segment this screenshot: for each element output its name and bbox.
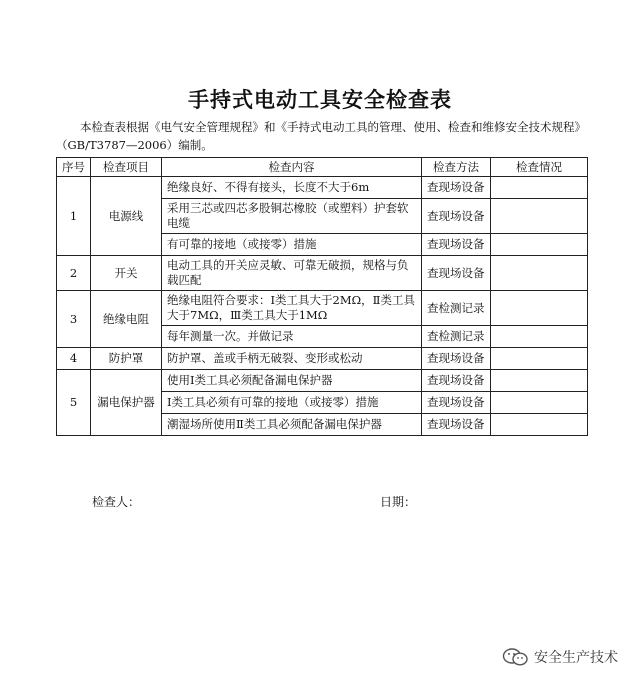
cell-content: 电动工具的开关应灵敏、可靠无破损，规格与负载匹配: [162, 256, 422, 291]
cell-result[interactable]: [491, 199, 588, 234]
cell-result[interactable]: [491, 234, 588, 256]
cell-method: 查现场设备: [422, 177, 491, 199]
table-body: [57, 177, 588, 436]
table-row: [57, 291, 588, 326]
cell-method: 查现场设备: [422, 256, 491, 291]
cell-result[interactable]: [491, 392, 588, 414]
cell-content: 绝缘良好、不得有接头，长度不大于6m: [162, 177, 422, 199]
cell-item: 电源线: [91, 177, 162, 256]
cell-result[interactable]: [491, 348, 588, 370]
cell-content: 有可靠的接地（或接零）措施: [162, 234, 422, 256]
table-header-row: [57, 158, 588, 177]
table-row: [57, 370, 588, 392]
cell-method: 查现场设备: [422, 234, 491, 256]
header-method: 检查方法: [422, 158, 491, 177]
cell-no: 1: [57, 177, 91, 256]
cell-method: 查检测记录: [422, 291, 491, 326]
cell-result[interactable]: [491, 256, 588, 291]
table-row: [57, 348, 588, 370]
cell-result[interactable]: [491, 326, 588, 348]
inspector-label: 检查人：: [92, 495, 141, 509]
cell-item: 防护罩: [91, 348, 162, 370]
cell-method: 查现场设备: [422, 392, 491, 414]
cell-no: 3: [57, 291, 91, 348]
header-no: 序号: [57, 158, 91, 177]
cell-result[interactable]: [491, 370, 588, 392]
cell-item: 开关: [91, 256, 162, 291]
cell-content: 防护罩、盖或手柄无破裂、变形或松动: [162, 348, 422, 370]
cell-method: 查现场设备: [422, 414, 491, 436]
watermark: [502, 647, 618, 667]
header-item: 检查项目: [91, 158, 162, 177]
cell-item: 漏电保护器: [91, 370, 162, 436]
table-row: [57, 256, 588, 291]
date-label: 日期：: [380, 495, 417, 509]
cell-content: 潮湿场所使用Ⅱ类工具必须配备漏电保护器: [162, 414, 422, 436]
cell-method: 查检测记录: [422, 326, 491, 348]
cell-result[interactable]: [491, 414, 588, 436]
table-row: [57, 177, 588, 199]
header-result: 检查情况: [491, 158, 588, 177]
cell-content: 使用Ⅰ类工具必须配备漏电保护器: [162, 370, 422, 392]
cell-method: 查现场设备: [422, 370, 491, 392]
cell-no: 5: [57, 370, 91, 436]
cell-content: 每年测量一次。并做记录: [162, 326, 422, 348]
inspection-table: [56, 157, 588, 436]
header-content: 检查内容: [162, 158, 422, 177]
cell-method: 查现场设备: [422, 199, 491, 234]
wechat-icon: [502, 647, 530, 667]
watermark-text: 安全生产技术: [534, 650, 618, 666]
cell-result[interactable]: [491, 291, 588, 326]
cell-content: Ⅰ类工具必须有可靠的接地（或接零）措施: [162, 392, 422, 414]
document-title: 手持式电动工具安全检查表: [188, 88, 452, 112]
cell-method: 查现场设备: [422, 348, 491, 370]
cell-content: 采用三芯或四芯多股铜芯橡胶（或塑料）护套软电缆: [162, 199, 422, 234]
cell-no: 2: [57, 256, 91, 291]
intro-paragraph: 本检查表根据《电气安全管理规程》和《手持式电动工具的管理、使用、检查和维修安全技术规程》（GB/T3787—2006）编制。: [56, 120, 586, 152]
cell-result[interactable]: [491, 177, 588, 199]
cell-item: 绝缘电阻: [91, 291, 162, 348]
cell-content: 绝缘电阻符合要求：Ⅰ类工具大于2MΩ，Ⅱ类工具大于7MΩ，Ⅲ类工具大于1MΩ: [162, 291, 422, 326]
cell-no: 4: [57, 348, 91, 370]
